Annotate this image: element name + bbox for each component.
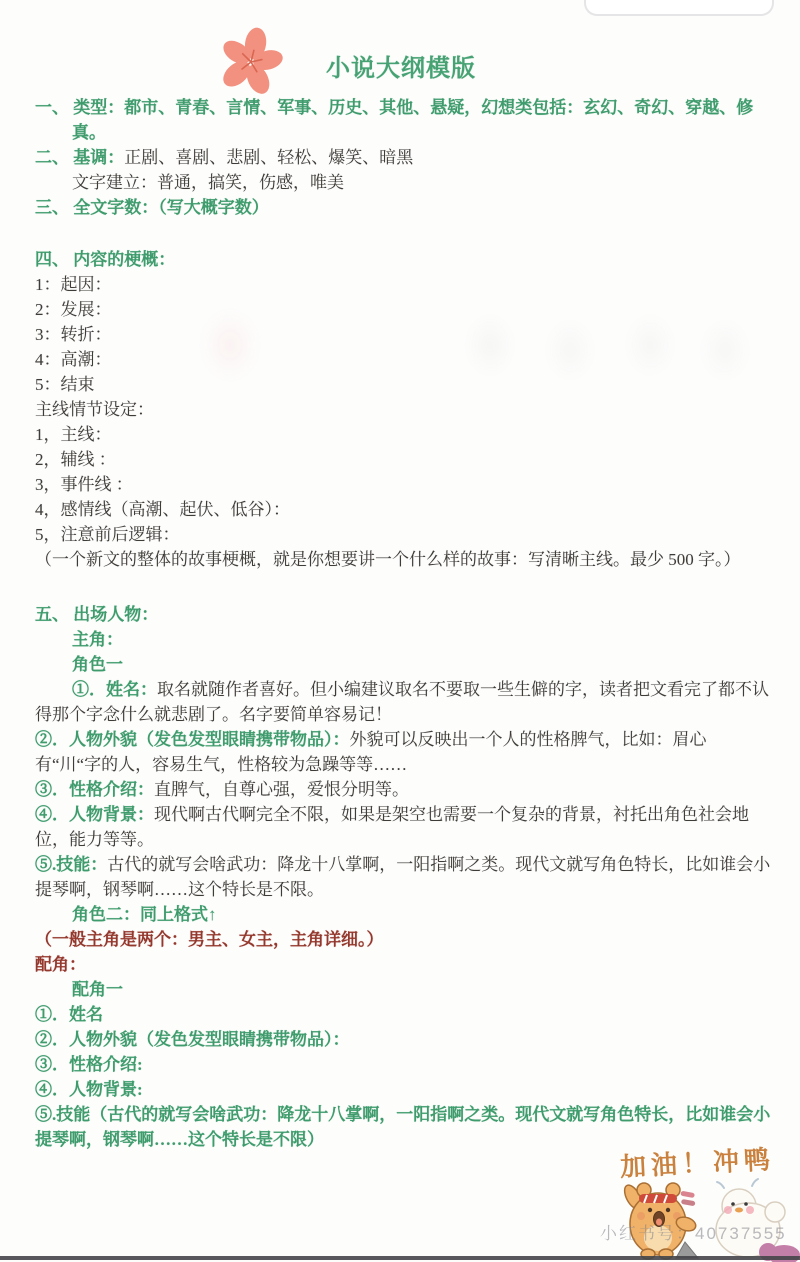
text-segment: 角色二：同上格式↑ — [72, 905, 217, 924]
outline-line — [0, 727, 772, 777]
outline-line — [0, 272, 772, 297]
text-segment: 一、 类型：都市、青春、言情、军事、历史、其他、悬疑，幻想类包括：玄幻、奇幻、穿越、修真。 — [35, 98, 754, 142]
text-segment: 2，辅线 ： — [35, 450, 116, 469]
outline-line — [0, 497, 772, 522]
outline-line — [0, 602, 772, 627]
text-segment: 四、 内容的梗概： — [35, 250, 176, 269]
outline-line — [0, 902, 772, 927]
outline-line — [0, 977, 772, 1002]
text-segment: 三、 全文字数：（写大概字数） — [35, 198, 269, 217]
sticker-text: 加油！冲鸭 — [619, 1143, 776, 1183]
outline-line — [0, 195, 772, 220]
text-segment: ④．人物背景: — [35, 1080, 143, 1099]
text-segment: ②．人物外貌（发色发型眼睛携带物品）： — [35, 1030, 350, 1049]
outline-line — [0, 952, 772, 977]
text-segment: 二、 基调： — [35, 148, 125, 167]
text-segment: 现代啊古代啊完全不限，如果是架空也需要一个复杂的背景，衬托出角色社会地位，能力等等。 — [35, 805, 749, 849]
text-segment: ③．性格介绍: — [35, 1055, 143, 1074]
text-segment: 五、 出场人物： — [35, 605, 159, 624]
text-segment: ④．人物背景： — [35, 805, 154, 824]
page-title: 小说大纲模版 — [326, 56, 476, 82]
outline-line — [0, 472, 772, 497]
bottom-edge-line — [0, 1256, 800, 1260]
cheer-sticker — [596, 1142, 800, 1262]
text-segment: 古代的就写会啥武功：降龙十八掌啊，一阳指啊之类。现代文就写角色特长，比如谁会小提琴啊，钢琴啊……这个特长是不限。 — [35, 855, 771, 899]
text-segment: 配角一 — [72, 980, 123, 999]
outline-line — [0, 927, 772, 952]
xiaohongshu-watermark: 小红书号：40737555 — [600, 1224, 787, 1243]
document-header — [0, 0, 800, 100]
outline-line — [0, 422, 772, 447]
outline-line — [0, 547, 772, 572]
text-segment: 主角： — [72, 630, 123, 649]
text-segment: 配角： — [35, 955, 86, 974]
outline-line — [0, 852, 772, 902]
text-segment: 主线情节设定： — [35, 400, 154, 419]
text-segment: ②．人物外貌（发色发型眼睛携带物品）： — [35, 730, 350, 749]
text-segment: 1：起因： — [35, 275, 112, 294]
text-segment: ③．性格介绍： — [35, 780, 154, 799]
text-segment: ⑤.技能： — [35, 855, 108, 874]
cutoff-box — [584, 0, 774, 16]
outline-line — [0, 145, 772, 170]
text-segment: 3，事件线 ： — [35, 475, 133, 494]
outline-line — [0, 1052, 772, 1077]
text-segment: （一般主角是两个：男主、女主，主角详细。） — [35, 930, 384, 949]
text-segment: 5，注意前后逻辑： — [35, 525, 180, 544]
flower-icon — [219, 24, 283, 100]
outline-line — [0, 347, 772, 372]
outline-line — [0, 627, 772, 652]
outline-line — [0, 170, 772, 195]
text-segment: 文字建立：普通，搞笑，伤感，唯美 — [72, 173, 344, 192]
text-segment: 4：高潮： — [35, 350, 112, 369]
outline-line — [0, 677, 772, 727]
text-segment: ①．姓名 — [35, 1005, 103, 1024]
outline-line — [0, 322, 772, 347]
outline-line — [0, 1027, 772, 1052]
outline-line — [0, 95, 772, 145]
outline-line — [0, 247, 772, 272]
outline-content — [0, 95, 786, 1152]
text-segment: ⑤.技能（古代的就写会啥武功：降龙十八掌啊，一阳指啊之类。现代文就写角色特长，比如谁会小提琴啊，钢琴啊……这个特长是不限） — [35, 1105, 771, 1149]
outline-line — [0, 652, 772, 677]
text-segment: 5：结束 — [35, 375, 95, 394]
text-segment: 直脾气，自尊心强，爱恨分明等。 — [154, 780, 409, 799]
duck-character — [716, 1179, 785, 1257]
outline-line — [0, 372, 772, 397]
text-segment: 2：发展： — [35, 300, 112, 319]
outline-line — [0, 1077, 772, 1102]
outline-line — [0, 447, 772, 472]
outline-line — [0, 777, 772, 802]
text-segment: 角色一 — [72, 655, 123, 674]
text-segment: ①．姓名： — [72, 680, 157, 699]
text-segment: 3：转折： — [35, 325, 112, 344]
text-segment: 4，感情线（高潮、起伏、低谷）： — [35, 500, 290, 519]
outline-line — [0, 297, 772, 322]
text-segment: 取名就随作者喜好。但小编建议取名不要取一些生僻的字，读者把文看完了都不认得那个字念什么就悲剧了。名字要简单容易记！ — [35, 680, 769, 724]
text-segment: 外貌可以反映出一个人的性格脾气，比如：眉心有“川“字的人，容易生气，性格较为急躁等等…… — [35, 730, 707, 774]
outline-line — [0, 802, 772, 852]
text-segment: （一个新文的整体的故事梗概，就是你想要讲一个什么样的故事：写清晰主线。最少 500 字。） — [35, 550, 741, 569]
text-segment: 1，主线： — [35, 425, 112, 444]
outline-line — [0, 1002, 772, 1027]
outline-line — [0, 522, 772, 547]
outline-line — [0, 397, 772, 422]
text-segment: 正剧、喜剧、悲剧、轻松、爆笑、暗黑 — [124, 148, 414, 167]
